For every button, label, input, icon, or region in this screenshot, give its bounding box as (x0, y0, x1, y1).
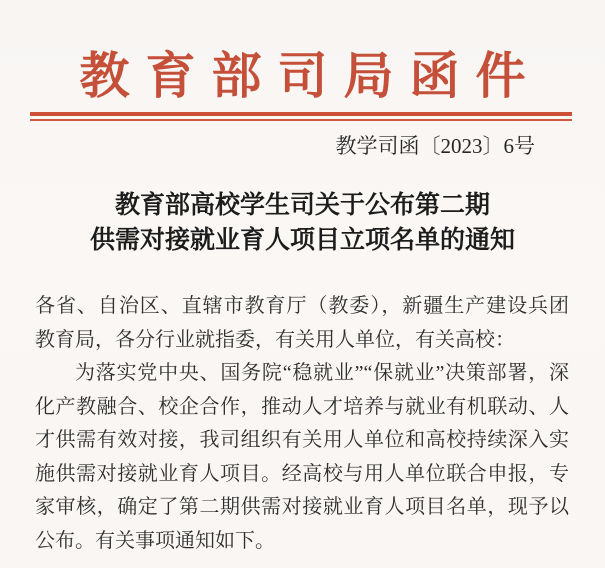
body-line: 化产教融合、校企合作，推动人才培养与就业有机联动、人 (35, 395, 569, 418)
document-number: 教学司函〔2023〕6号 (335, 134, 535, 158)
body-line: 为落实党中央、国务院“稳就业”“保就业”决策部署，深 (75, 362, 569, 384)
double-red-rule (30, 112, 572, 121)
notice-title-line-2: 供需对接就业育人项目立项名单的通知 (89, 227, 515, 254)
body-text (35, 290, 569, 558)
body-line: 公布。有关事项通知如下。 (35, 529, 275, 552)
notice-title (0, 188, 605, 258)
notice-title-line-1: 教育部高校学生司关于公布第二期 (114, 192, 490, 219)
body-line: 教育局，各分行业就指委，有关用人单位，有关高校： (35, 328, 515, 351)
body-line: 各省、自治区、直辖市教育厅（教委），新疆生产建设兵团 (35, 295, 569, 317)
body-line: 施供需对接就业育人项目。经高校与用人单位联合申报，专 (35, 462, 569, 485)
body-line: 家审核，确定了第二期供需对接就业育人项目名单，现予以 (35, 496, 569, 518)
masthead-title: 教育部司局函件 (79, 48, 542, 104)
body-line: 才供需有效对接，我司组织有关用人单位和高校持续深入实 (35, 429, 569, 451)
